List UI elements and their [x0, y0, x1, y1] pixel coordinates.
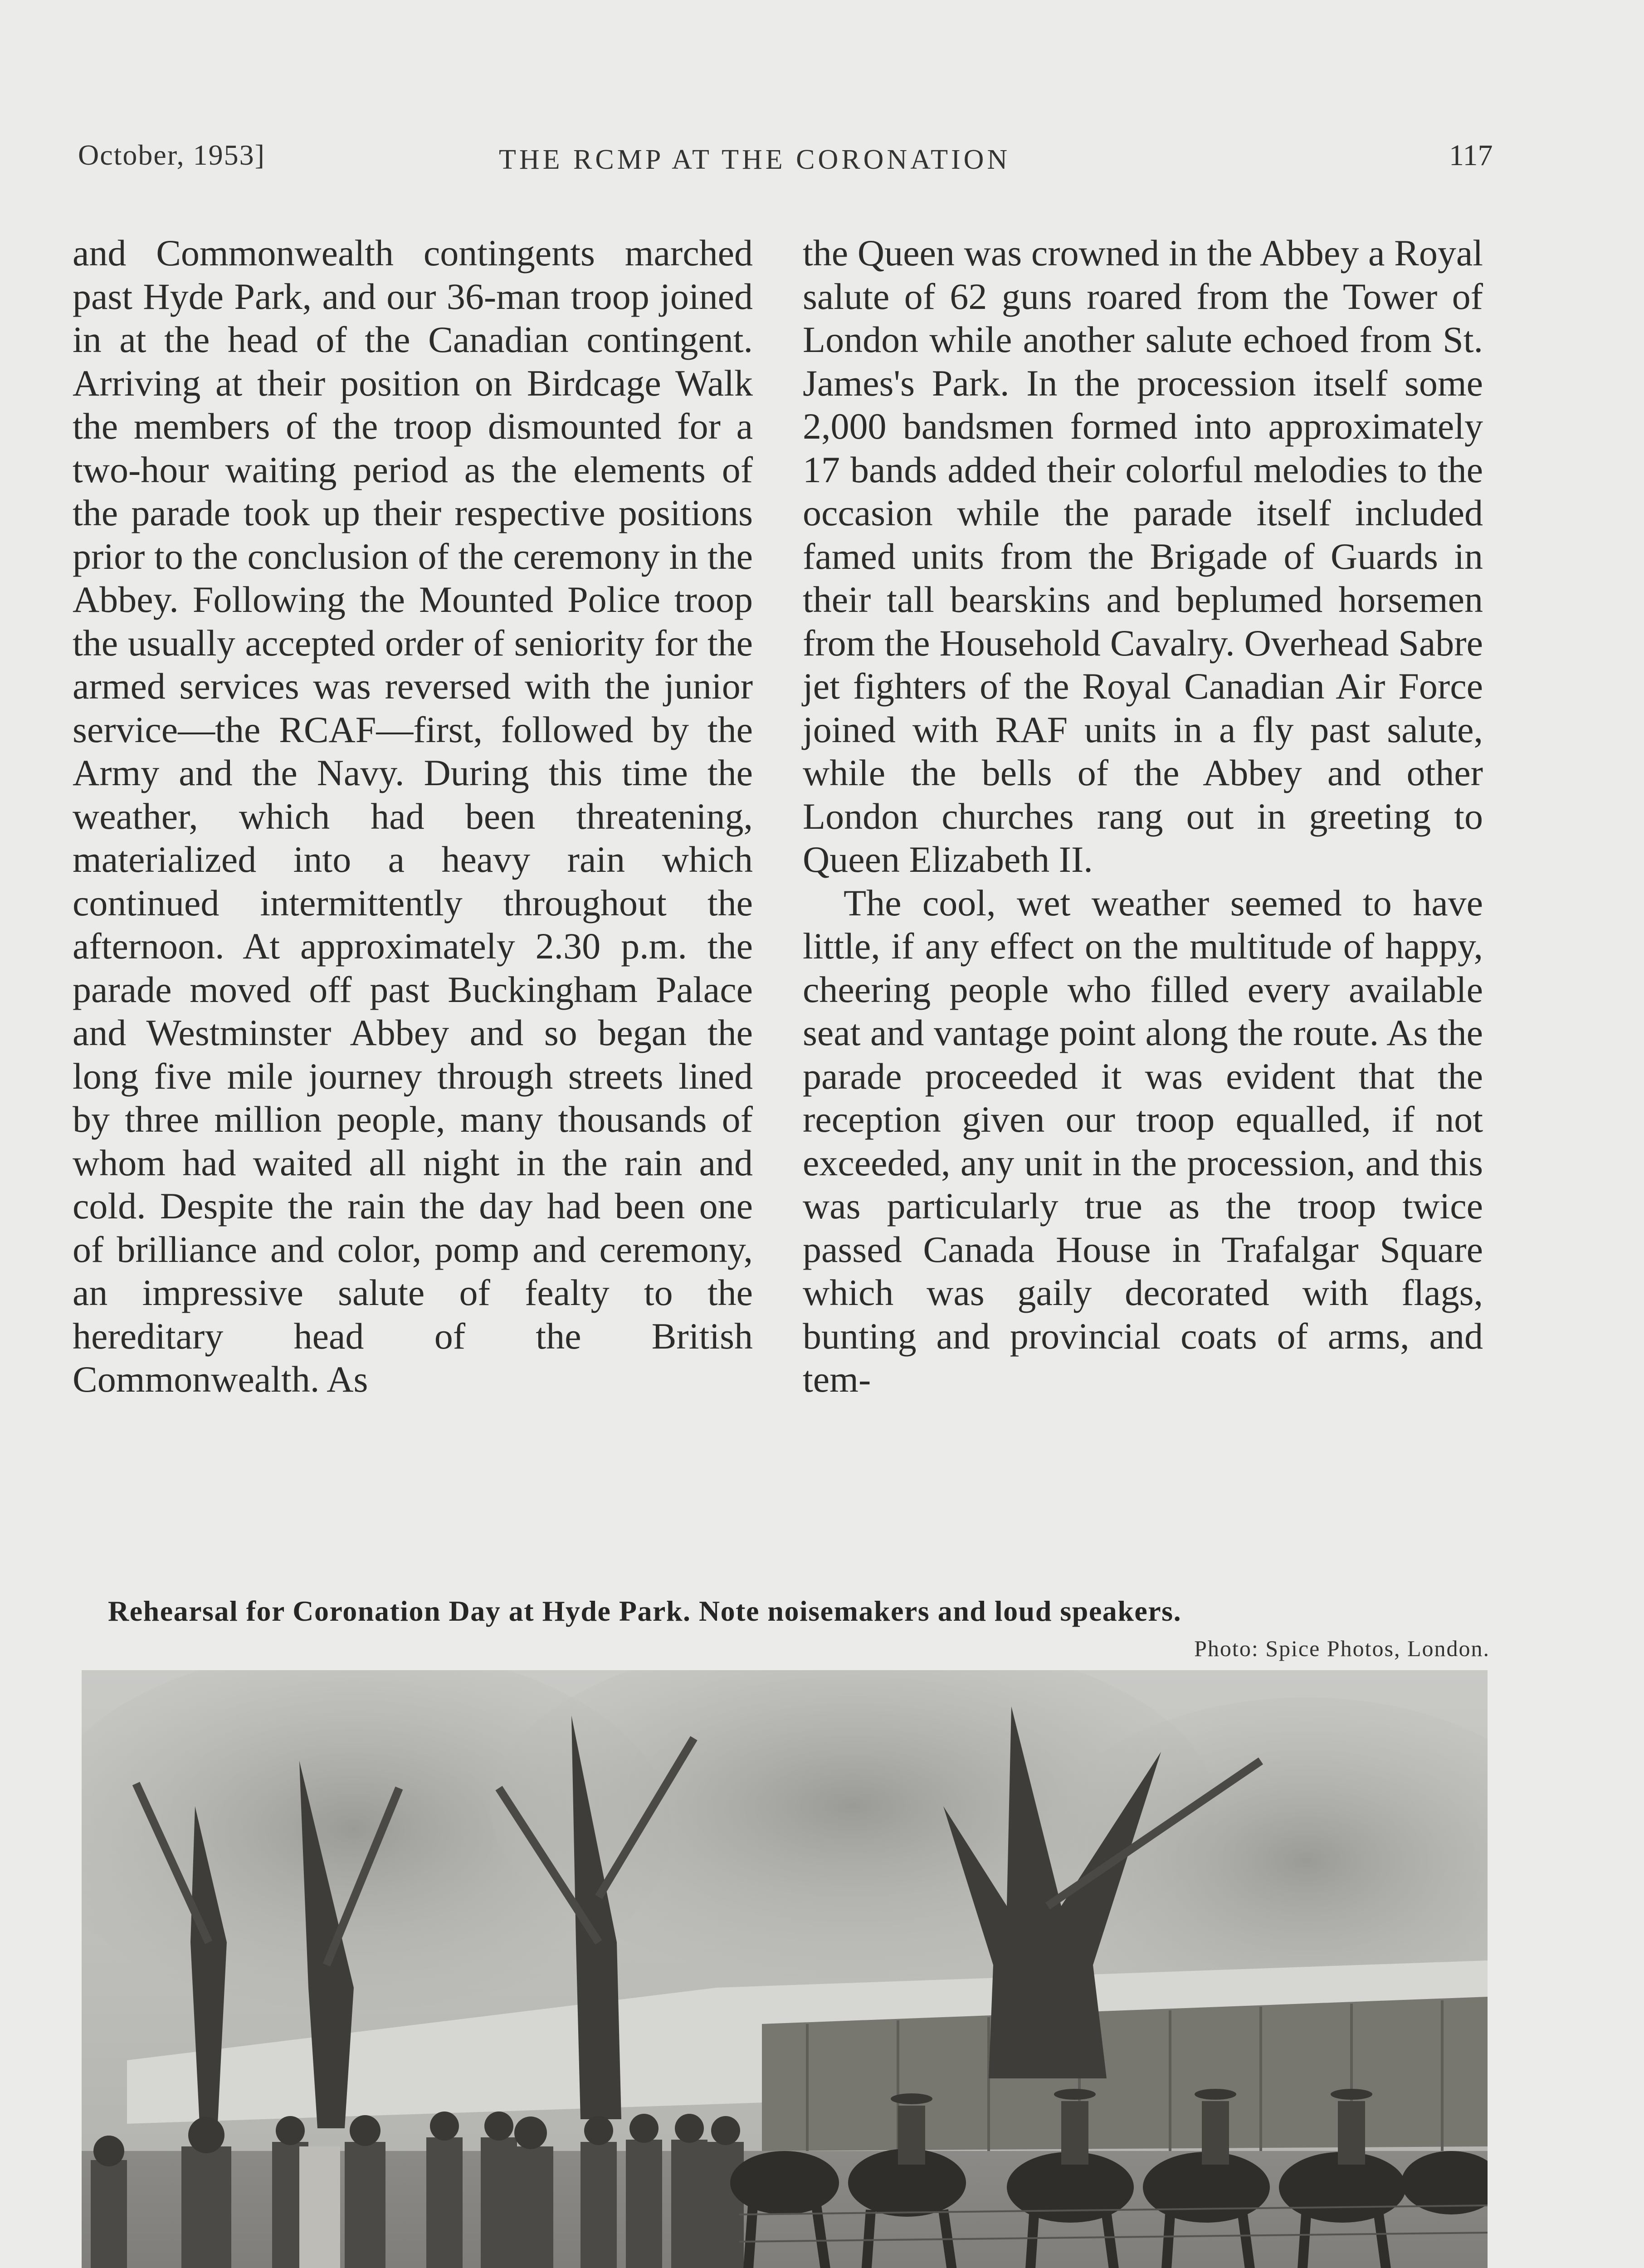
photo-illustration — [82, 1670, 1488, 2268]
photo-credit: Photo: Spice Photos, London. — [1194, 1636, 1490, 1661]
article-title: THE RCMP AT THE CORONATION — [499, 144, 1011, 175]
left-column — [73, 231, 753, 1401]
page-number: 117 — [1449, 139, 1493, 172]
figure-caption-block — [0, 1594, 1644, 1676]
running-head — [0, 138, 1644, 184]
right-column — [803, 231, 1483, 1401]
rehearsal-photograph — [82, 1670, 1488, 2268]
left-column-paragraph: and Commonwealth contingents marched past Hyde Park, and our 36-man troop joined in at the head of the Canadian contingent. Arriving at their position on Birdcage Walk the members of the troop dismounted for a two-hour waiting period as the elements of the parade took up their respective positions prior to the conclusion of the ceremony in the Abbey. Following the Mounted Police troop the usually accepted order of seniority for the armed services was reversed with the junior service—the RCAF—first, followed by the Army and the Navy. During this time the weather, which had been threatening, materialized into a heavy rain which continued intermittently throughout the afternoon. At approximately 2.30 p.m. the parade moved off past Buckingham Palace and Westminster Abbey and so began the long five mile journey through streets lined by three million people, many thousands of whom had waited all night in the rain and cold. Despite the rain the day had been one of brilliance and color, pomp and ceremony, an impressive salute of fealty to the hereditary head of the British Commonwealth. As — [73, 232, 753, 1400]
right-column-paragraph-2: The cool, wet weather seemed to have little, if any effect on the multitude of happy, cheering people who filled every available seat and vantage point along the route. As the parade proceeded it was evident that the reception given our troop equalled, if not exceeded, any unit in the procession, and this was particularly true as the troop twice passed Canada House in Trafalgar Square which was gaily decorated with flags, bunting and provincial coats of arms, and tem- — [803, 882, 1483, 1400]
issue-date: October, 1953] — [78, 139, 265, 171]
right-column-paragraph-1: the Queen was crowned in the Abbey a Royal salute of 62 guns roared from the Tower of London while another salute echoed from St. James's Park. In the procession itself some 2,000 bandsmen formed into approximately 17 bands added their colorful melodies to the occasion while the parade itself included famed units from the Brigade of Guards in their tall bearskins and beplumed horsemen from the Household Cavalry. Overhead Sabre jet fighters of the Royal Canadian Air Force joined with RAF units in a fly past salute, while the bells of the Abbey and other London churches rang out in greeting to Queen Elizabeth II. — [803, 232, 1483, 880]
figure-caption: Rehearsal for Coronation Day at Hyde Park. Note noisemakers and loud speakers. — [108, 1595, 1182, 1627]
